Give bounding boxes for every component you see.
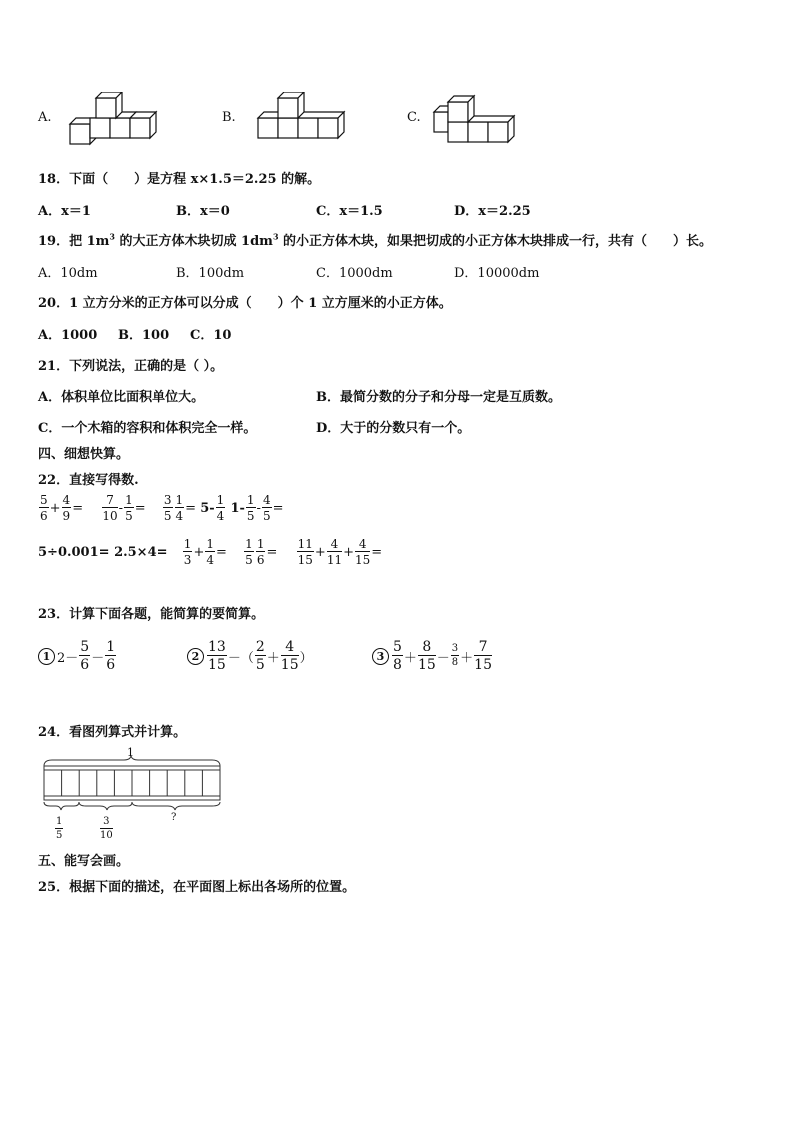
q24-label-unknown: ? bbox=[171, 812, 177, 823]
q22-row-2: 5÷0.001= 2.5×4= $\frac{1}{3}$ + $\frac{1}{4}$ = $\frac{1}{5}$ $\frac{1}{6}$ = $\frac{11}{15}$ + $\frac{4}{11}$ + $\frac{4}{15}$ = bbox=[38, 537, 383, 567]
q18-option-d[interactable]: D．x＝2.25 bbox=[454, 204, 531, 219]
q21-option-d[interactable]: D．大于的分数只有一个。 bbox=[316, 421, 471, 436]
q23-expression-3: 3 $\frac{5}{8}$ ＋ $\frac{8}{15}$ － $\frac{3}{8}$ ＋ $\frac{7}{15}$ bbox=[372, 640, 493, 672]
q22-stem: 22．直接写得数. bbox=[38, 473, 139, 488]
q17-cube-figure-a bbox=[68, 92, 168, 148]
circled-number: 2 bbox=[187, 648, 204, 665]
q17-option-a-label: A. bbox=[38, 110, 52, 125]
fraction: $\frac{5}{6}$ bbox=[40, 493, 48, 523]
q19-option-d[interactable]: D．10000dm bbox=[454, 266, 540, 281]
q24-label-three-tenths: $\frac{3}{10}$ bbox=[100, 816, 113, 841]
q19-option-c[interactable]: C．1000dm bbox=[316, 266, 393, 281]
q17-option-c-label: C. bbox=[407, 110, 421, 125]
q17-cube-figure-c bbox=[432, 90, 528, 148]
q20-option-c[interactable]: C．10 bbox=[190, 328, 232, 343]
q17-cube-figure-b bbox=[256, 92, 352, 148]
q17-option-b-label: B. bbox=[222, 110, 236, 125]
q24-stem: 24．看图列算式并计算。 bbox=[38, 725, 187, 740]
q21-option-c[interactable]: C．一个木箱的容积和体积完全一样。 bbox=[38, 421, 257, 436]
section-4-heading: 四、细想快算。 bbox=[38, 447, 130, 462]
q20-option-b[interactable]: B．100 bbox=[118, 328, 170, 343]
q23-expression-1: 1 2－ $\frac{5}{6}$ － $\frac{1}{6}$ bbox=[38, 640, 117, 672]
q18-option-a[interactable]: A．x＝1 bbox=[38, 204, 91, 219]
q23-stem: 23．计算下面各题，能简算的要简算。 bbox=[38, 607, 265, 622]
circled-number: 3 bbox=[372, 648, 389, 665]
q21-option-b[interactable]: B．最简分数的分子和分母一定是互质数。 bbox=[316, 390, 561, 405]
q20-stem: 20．1 立方分米的正方体可以分成（ ）个 1 立方厘米的小正方体。 bbox=[38, 296, 452, 311]
q25-stem: 25．根据下面的描述，在平面图上标出各场所的位置。 bbox=[38, 880, 356, 895]
section-5-heading: 五、能写会画。 bbox=[38, 854, 130, 869]
q18-option-b[interactable]: B．x＝0 bbox=[176, 204, 230, 219]
circled-number: 1 bbox=[38, 648, 55, 665]
q20-option-a[interactable]: A．1000 bbox=[38, 328, 98, 343]
q24-segment-diagram bbox=[38, 756, 228, 812]
q18-stem: 18．下面（ ）是方程 x×1.5＝2.25 的解。 bbox=[38, 172, 321, 187]
q19-option-b[interactable]: B．100dm bbox=[176, 266, 245, 281]
q19-option-a[interactable]: A．10dm bbox=[38, 266, 98, 281]
q19-stem: 19．把 $1m^3$ 的大正方体木块切成 $1dm^3$ 的小正方体木块，如果把切成的小正方体木块排成一行，共有（ ）长。 bbox=[38, 231, 713, 249]
q24-label-one-fifth: $\frac{1}{5}$ bbox=[56, 816, 63, 841]
q21-option-a[interactable]: A．体积单位比面积单位大。 bbox=[38, 390, 205, 405]
q21-stem: 21．下列说法，正确的是（ ）。 bbox=[38, 359, 224, 374]
q22-row-1: $\frac{5}{6}$ + $\frac{4}{9}$ = $\frac{7}{10}$ - $\frac{1}{5}$ = $\frac{3}{5}$ $\frac{1}{4}$ = 5- $\frac{1}{4}$ 1- $\frac{1}{5}$ - $\frac{4}{5}$ = bbox=[40, 493, 284, 523]
q18-option-c[interactable]: C．x＝1.5 bbox=[316, 204, 383, 219]
q23-expression-2: 2 $\frac{13}{15}$ －（ $\frac{2}{5}$ ＋ $\frac{4}{15}$ ） bbox=[187, 640, 313, 672]
q24-top-label: 1 bbox=[127, 746, 134, 759]
